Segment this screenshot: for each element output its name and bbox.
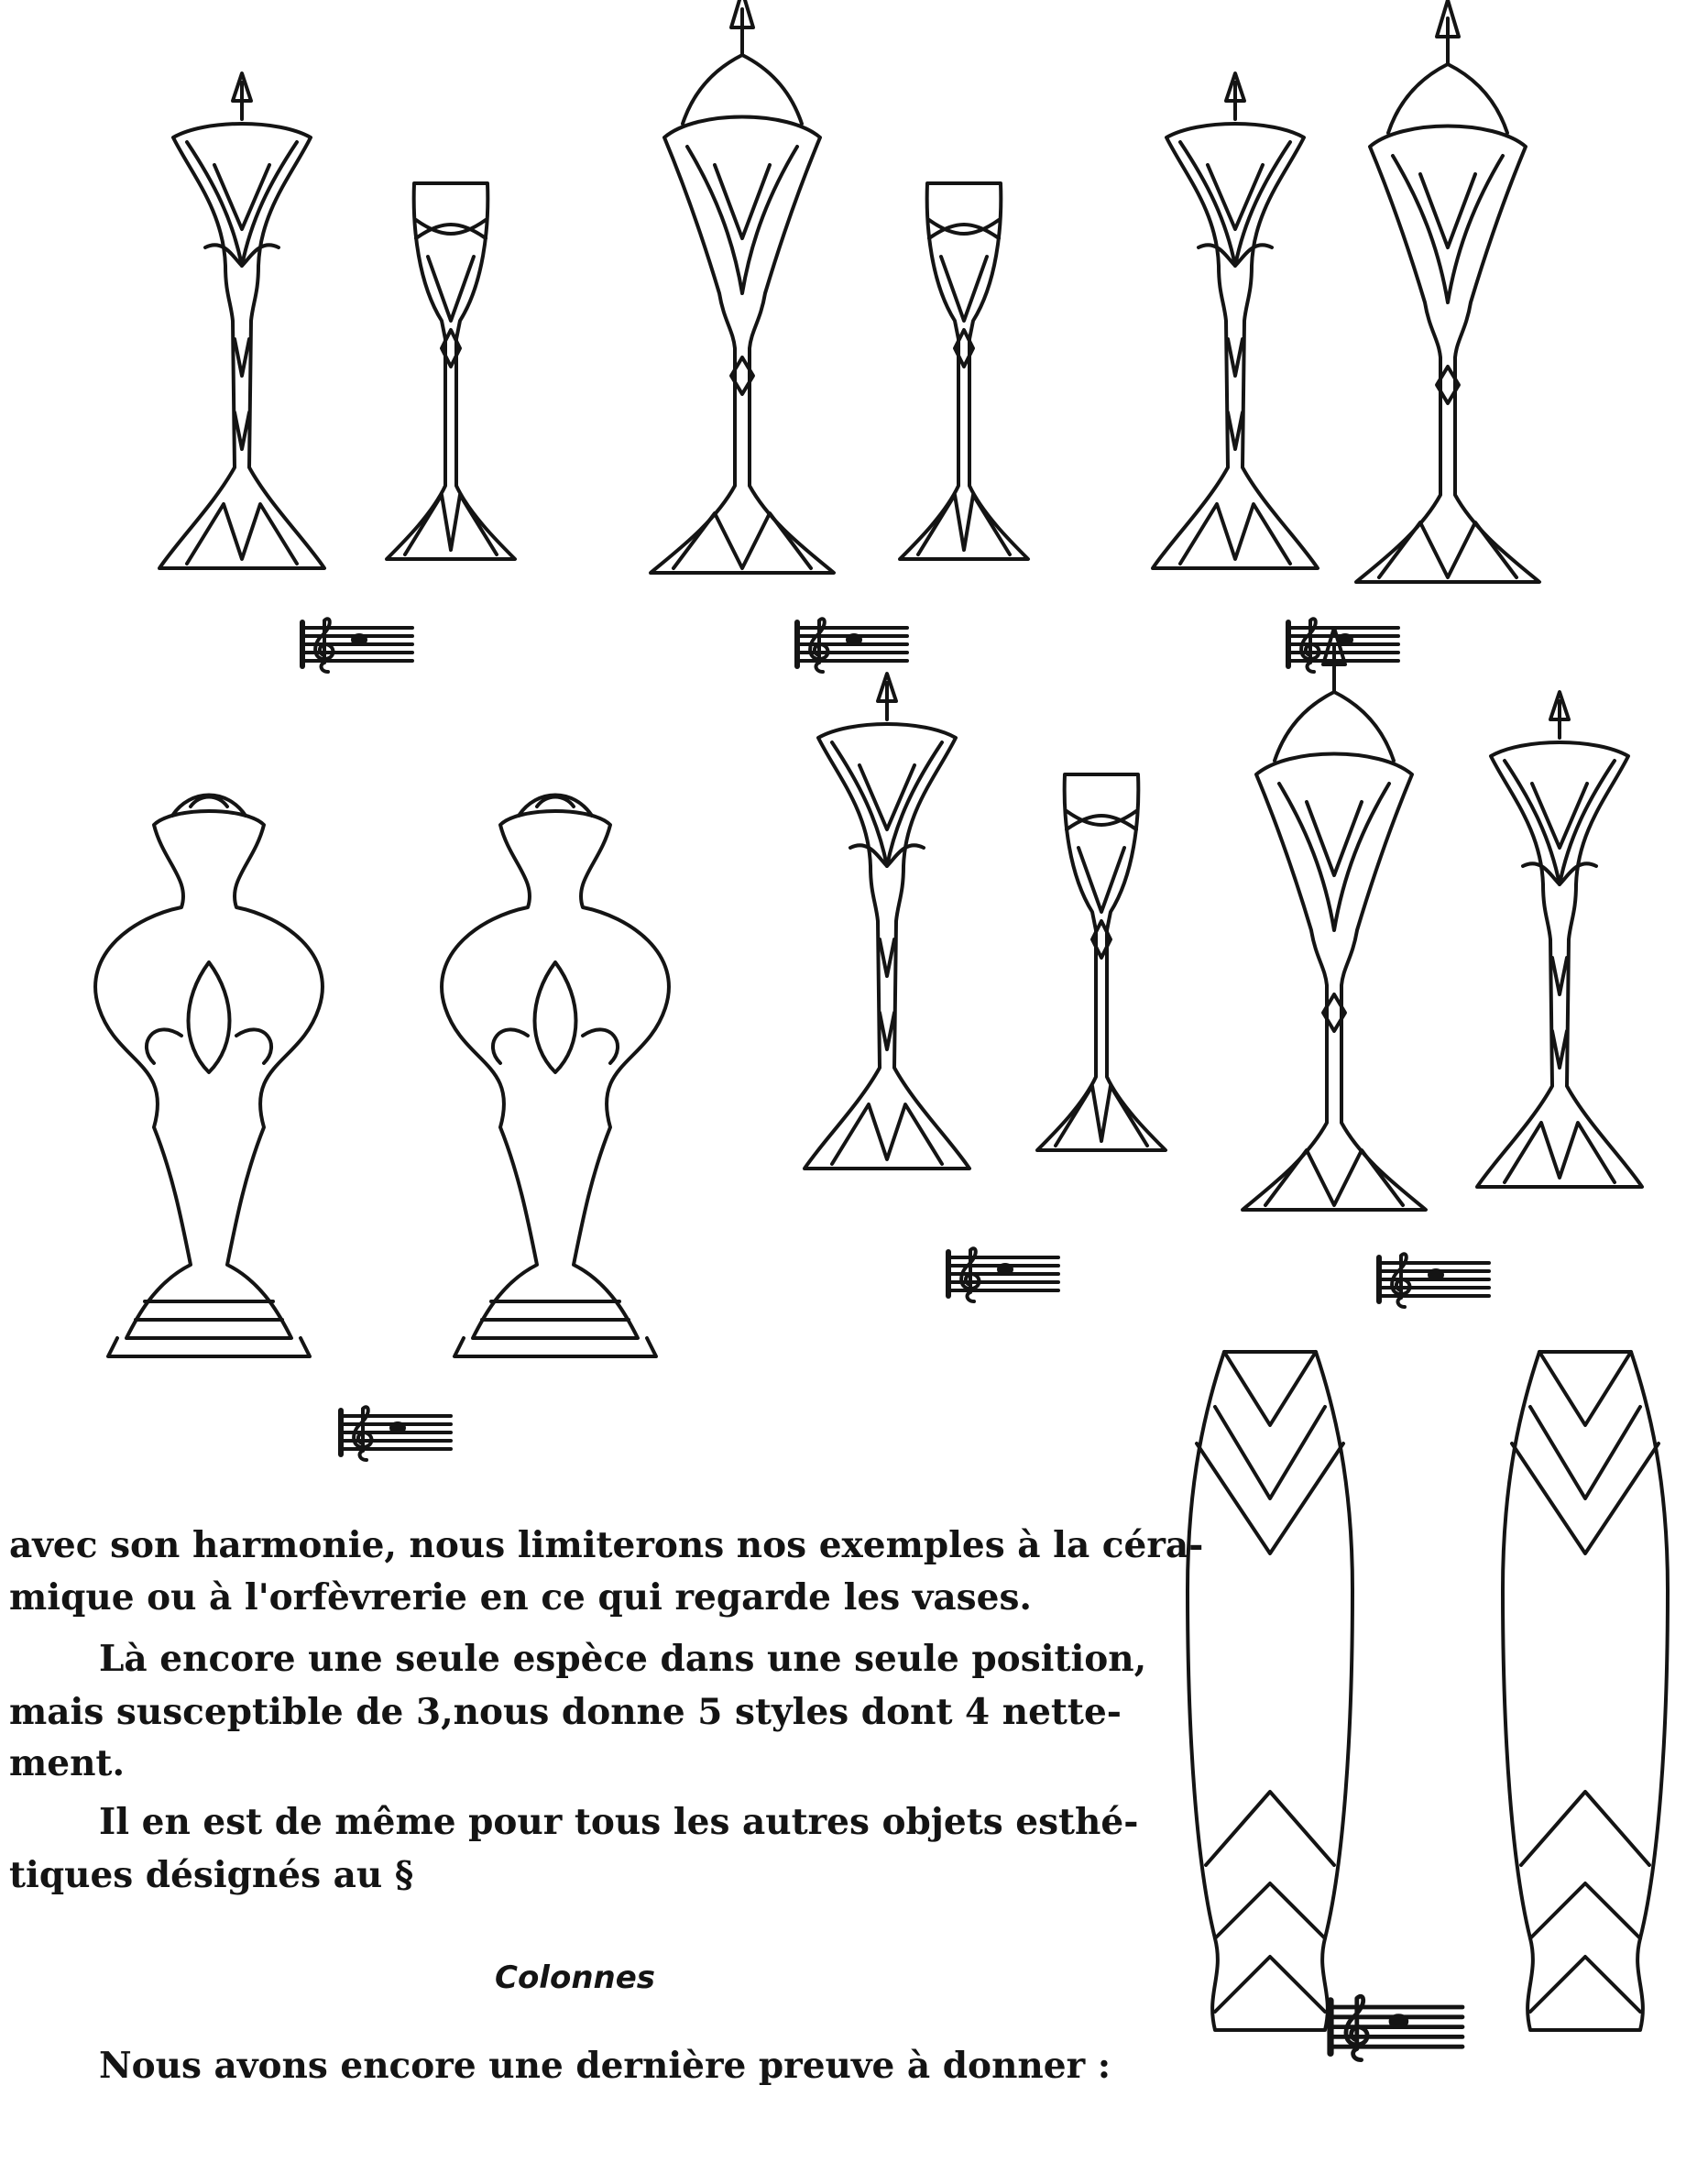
goblet-drawing-3a xyxy=(1153,73,1318,568)
text-line: Il en est de même pour tous les autres objets esthé- xyxy=(99,1801,1139,1843)
goblet-drawing-4a xyxy=(805,674,969,1169)
text-line: ment. xyxy=(9,1742,126,1784)
goblet-drawing-2a xyxy=(651,0,834,573)
goblet-drawing-5b xyxy=(1477,692,1642,1187)
text-line: mais susceptible de 3,nous donne 5 styles dont 4 nette- xyxy=(9,1691,1122,1733)
goblet-drawing-1a xyxy=(159,73,324,568)
goblet-drawing-3b xyxy=(1356,0,1539,582)
goblet-drawing-2b xyxy=(900,183,1028,559)
tall-vase-drawing-a xyxy=(1188,1352,1352,2030)
urn-drawing-a xyxy=(95,796,323,1357)
text-line: tiques désignés au § xyxy=(9,1854,414,1896)
urn-drawing-b xyxy=(442,796,669,1357)
text-line: avec son harmonie, nous limiterons nos exemples à la céra- xyxy=(9,1524,1204,1566)
section-heading: Colonnes xyxy=(495,1959,656,1996)
text-line: Nous avons encore une dernière preuve à donner : xyxy=(99,2045,1111,2087)
goblet-drawing-4b xyxy=(1037,774,1166,1150)
goblet-drawing-5a xyxy=(1243,628,1426,1210)
tall-vase-drawing-b xyxy=(1503,1352,1668,2030)
text-line: Là encore une seule espèce dans une seule position, xyxy=(99,1638,1147,1680)
goblet-drawing-1b xyxy=(387,183,515,559)
text-line: mique ou à l'orfèvrerie en ce qui regarde les vases. xyxy=(9,1576,1032,1619)
